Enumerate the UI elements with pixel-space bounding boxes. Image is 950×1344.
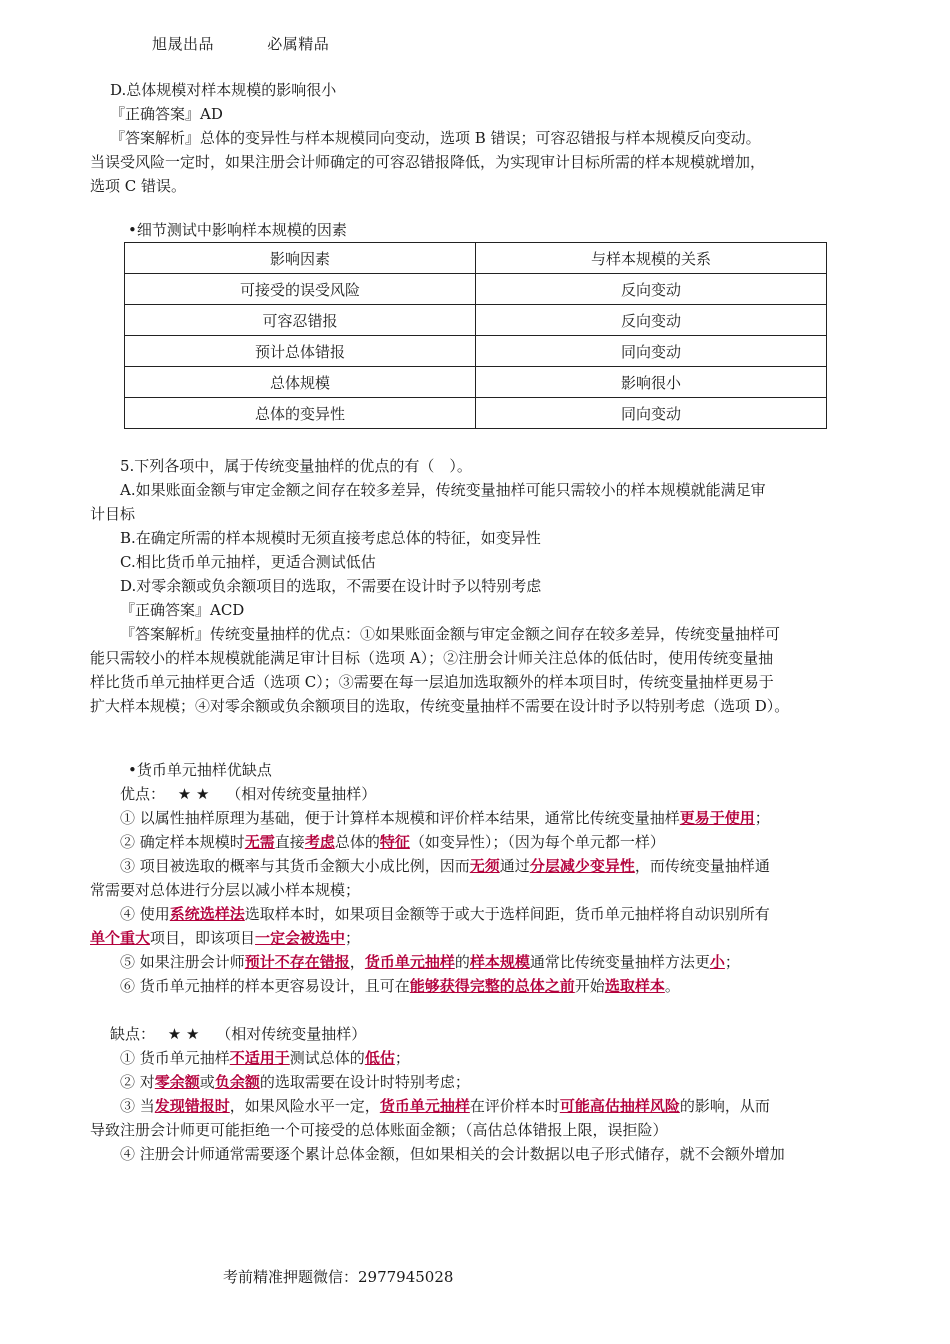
disadvantages-stars: ★ ★ [167, 1025, 200, 1043]
text-span: 在评价样本时 [469, 1097, 560, 1115]
highlight-span: 无需 [244, 833, 275, 851]
advantage-3-cont: 常需要对总体进行分层以减小样本规模； [90, 881, 361, 899]
advantage-3 [90, 854, 870, 878]
disadvantages-heading [90, 1022, 870, 1046]
advantages-label: 优点： [120, 785, 166, 803]
table-cell: 反向变动 [476, 274, 827, 305]
table-title-block [90, 218, 870, 242]
highlight-span: 分层减少变异性 [529, 857, 635, 875]
text-span: ③ 当 [120, 1097, 155, 1115]
advantages-stars: ★ ★ [177, 785, 210, 803]
text-span: 的影响，从而 [679, 1097, 770, 1115]
text-span: 项目，即该项目 [150, 929, 256, 947]
q5-section [90, 454, 870, 718]
table-cell: 同向变动 [476, 336, 827, 367]
disadvantage-1 [90, 1046, 870, 1070]
q5-analysis-2: 能只需较小的样本规模就能满足审计目标（选项 A）；②注册会计师关注总体的低估时，使用传统变量抽 [90, 649, 774, 667]
q5-option-d: D.对零余额或负余额项目的选取，不需要在设计时予以特别考虑 [120, 577, 542, 595]
q4-answer: 『正确答案』AD [110, 105, 223, 123]
spacer [90, 998, 870, 1022]
highlight-span: 零余额 [154, 1073, 200, 1091]
highlight-span: 货币单元抽样 [379, 1097, 470, 1115]
highlight-span: 货币单元抽样 [364, 953, 455, 971]
highlight-span: 考虑 [304, 833, 335, 851]
advantage-1 [90, 806, 870, 830]
pmu-section [90, 758, 870, 1166]
q4-option-d: D.总体规模对样本规模的影响很小 [110, 81, 337, 99]
text-span: ， [349, 953, 365, 971]
q5-option-c: C.相比货币单元抽样，更适合测试低估 [120, 553, 376, 571]
highlight-span: 单个重大 [90, 929, 151, 947]
disadvantage-2 [90, 1070, 870, 1094]
text-span: （如变异性）；（因为每个单元都一样） [409, 833, 665, 851]
text-span: ； [724, 953, 740, 971]
table-cell: 总体的变异性 [125, 398, 476, 429]
header-right: 必属精品 [267, 35, 330, 53]
table-cell: 预计总体错报 [125, 336, 476, 367]
table-cell: 总体规模 [125, 367, 476, 398]
q5-analysis-3: 样比货币单元抽样更合适（选项 C）；③需要在每一层追加选取额外的样本项目时，传统变量抽样更易于 [90, 673, 774, 691]
advantages-note: （相对传统变量抽样） [226, 785, 377, 803]
table-header-row [125, 243, 827, 274]
table-cell: 可接受的误受风险 [125, 274, 476, 305]
disadvantage-4: ④ 注册会计师通常需要逐个累计总体金额，但如果相关的会计数据以电子形式储存，就不会额外增加 [120, 1145, 785, 1163]
table-row [125, 274, 827, 305]
q4-analysis-1: 『答案解析』总体的变异性与样本规模同向变动，选项 B 错误；可容忍错报与样本规模反向变动。 [110, 129, 761, 147]
table-title: •细节测试中影响样本规模的因素 [128, 221, 347, 239]
q5-option-a: A.如果账面金额与审定金额之间存在较多差异，传统变量抽样可能只需较小的样本规模就能满足审 [120, 481, 766, 499]
text-span: ； [345, 929, 361, 947]
q4-section [90, 78, 870, 198]
advantage-2 [90, 830, 870, 854]
highlight-span: 低估 [364, 1049, 395, 1067]
q5-analysis-4: 扩大样本规模；④对零余额或负余额项目的选取，传统变量抽样不需要在设计时予以特别考虑（选项 D）。 [90, 697, 790, 715]
text-span: ⑥ 货币单元抽样的样本更容易设计，且可在 [120, 977, 410, 995]
text-span: ③ 项目被选取的概率与其货币金额大小成比例，因而 [120, 857, 470, 875]
q5-option-b: B.在确定所需的样本规模时无须直接考虑总体的特征，如变异性 [120, 529, 541, 547]
highlight-span: 小 [709, 953, 725, 971]
highlight-span: 样本规模 [469, 953, 530, 971]
highlight-span: 系统选样法 [169, 905, 245, 923]
highlight-span: 选取样本 [604, 977, 665, 995]
table-row [125, 305, 827, 336]
table-cell: 反向变动 [476, 305, 827, 336]
advantages-heading [90, 782, 870, 806]
highlight-span: 可能高估抽样风险 [559, 1097, 680, 1115]
advantage-4-cont [90, 926, 870, 950]
q5-question: 5.下列各项中，属于传统变量抽样的优点的有（ ）。 [120, 457, 472, 475]
disadvantage-3 [90, 1094, 870, 1118]
text-span: ； [754, 809, 770, 827]
text-span: ； [394, 1049, 410, 1067]
highlight-span: 不适用于 [229, 1049, 290, 1067]
disadvantages-note: （相对传统变量抽样） [216, 1025, 367, 1043]
text-span: ② 对 [120, 1073, 155, 1091]
advantage-4 [90, 902, 870, 926]
disadvantage-3-cont: 导致注册会计师更可能拒绝一个可接受的总体账面金额；（高估总体错报上限，误拒险） [90, 1121, 668, 1139]
advantage-6 [90, 974, 870, 998]
table-row [125, 367, 827, 398]
text-span: 或 [199, 1073, 215, 1091]
text-span: ，而传统变量抽样通 [634, 857, 770, 875]
text-span: ，如果风险水平一定， [229, 1097, 380, 1115]
table-cell: 影响很小 [476, 367, 827, 398]
text-span: 测试总体的 [289, 1049, 365, 1067]
text-span: 通常比传统变量抽样方法更 [529, 953, 710, 971]
text-span: 的选取需要在设计时特别考虑； [259, 1073, 470, 1091]
text-span: 选取样本时，如果项目金额等于或大于选样间距，货币单元抽样将自动识别所有 [244, 905, 770, 923]
text-span: 。 [664, 977, 680, 995]
highlight-span: 无须 [469, 857, 500, 875]
text-span: ① 以属性抽样原理为基础，便于计算样本规模和评价样本结果，通常比传统变量抽样 [120, 809, 680, 827]
table-header-cell: 影响因素 [125, 243, 476, 274]
advantage-5 [90, 950, 870, 974]
page-footer: 考前精准押题微信：2977945028 [223, 1268, 454, 1286]
table-cell: 同向变动 [476, 398, 827, 429]
highlight-span: 发现错报时 [154, 1097, 230, 1115]
text-span: ⑤ 如果注册会计师 [120, 953, 245, 971]
text-span: ① 货币单元抽样 [120, 1049, 230, 1067]
header-left: 旭晟出品 [152, 35, 215, 53]
text-span: 通过 [499, 857, 530, 875]
q5-analysis-1: 『答案解析』传统变量抽样的优点：①如果账面金额与审定金额之间存在较多差异，传统变量抽样可 [120, 625, 781, 643]
text-span: ② 确定样本规模时 [120, 833, 245, 851]
disadvantages-label: 缺点： [110, 1025, 156, 1043]
table-cell: 可容忍错报 [125, 305, 476, 336]
highlight-span: 能够获得完整的总体之前 [409, 977, 575, 995]
table-row [125, 336, 827, 367]
highlight-span: 负余额 [214, 1073, 260, 1091]
text-span: 开始 [574, 977, 605, 995]
q4-analysis-2: 当误受风险一定时，如果注册会计师确定的可容忍错报降低，为实现审计目标所需的样本规模就增加， [90, 153, 766, 171]
highlight-span: 更易于使用 [679, 809, 755, 827]
text-span: 总体的 [334, 833, 380, 851]
text-span: 直接 [274, 833, 305, 851]
pmu-title: •货币单元抽样优缺点 [128, 761, 272, 779]
factors-table [124, 242, 827, 429]
table-row [125, 398, 827, 429]
text-span: 的 [454, 953, 470, 971]
highlight-span: 预计不存在错报 [244, 953, 350, 971]
table-header-cell: 与样本规模的关系 [476, 243, 827, 274]
page-header [152, 33, 377, 54]
q5-option-a-cont: 计目标 [90, 505, 136, 523]
q5-answer: 『正确答案』ACD [120, 601, 245, 619]
q4-analysis-3: 选项 C 错误。 [90, 177, 187, 195]
text-span: ④ 使用 [120, 905, 170, 923]
highlight-span: 一定会被选中 [255, 929, 346, 947]
highlight-span: 特征 [379, 833, 410, 851]
